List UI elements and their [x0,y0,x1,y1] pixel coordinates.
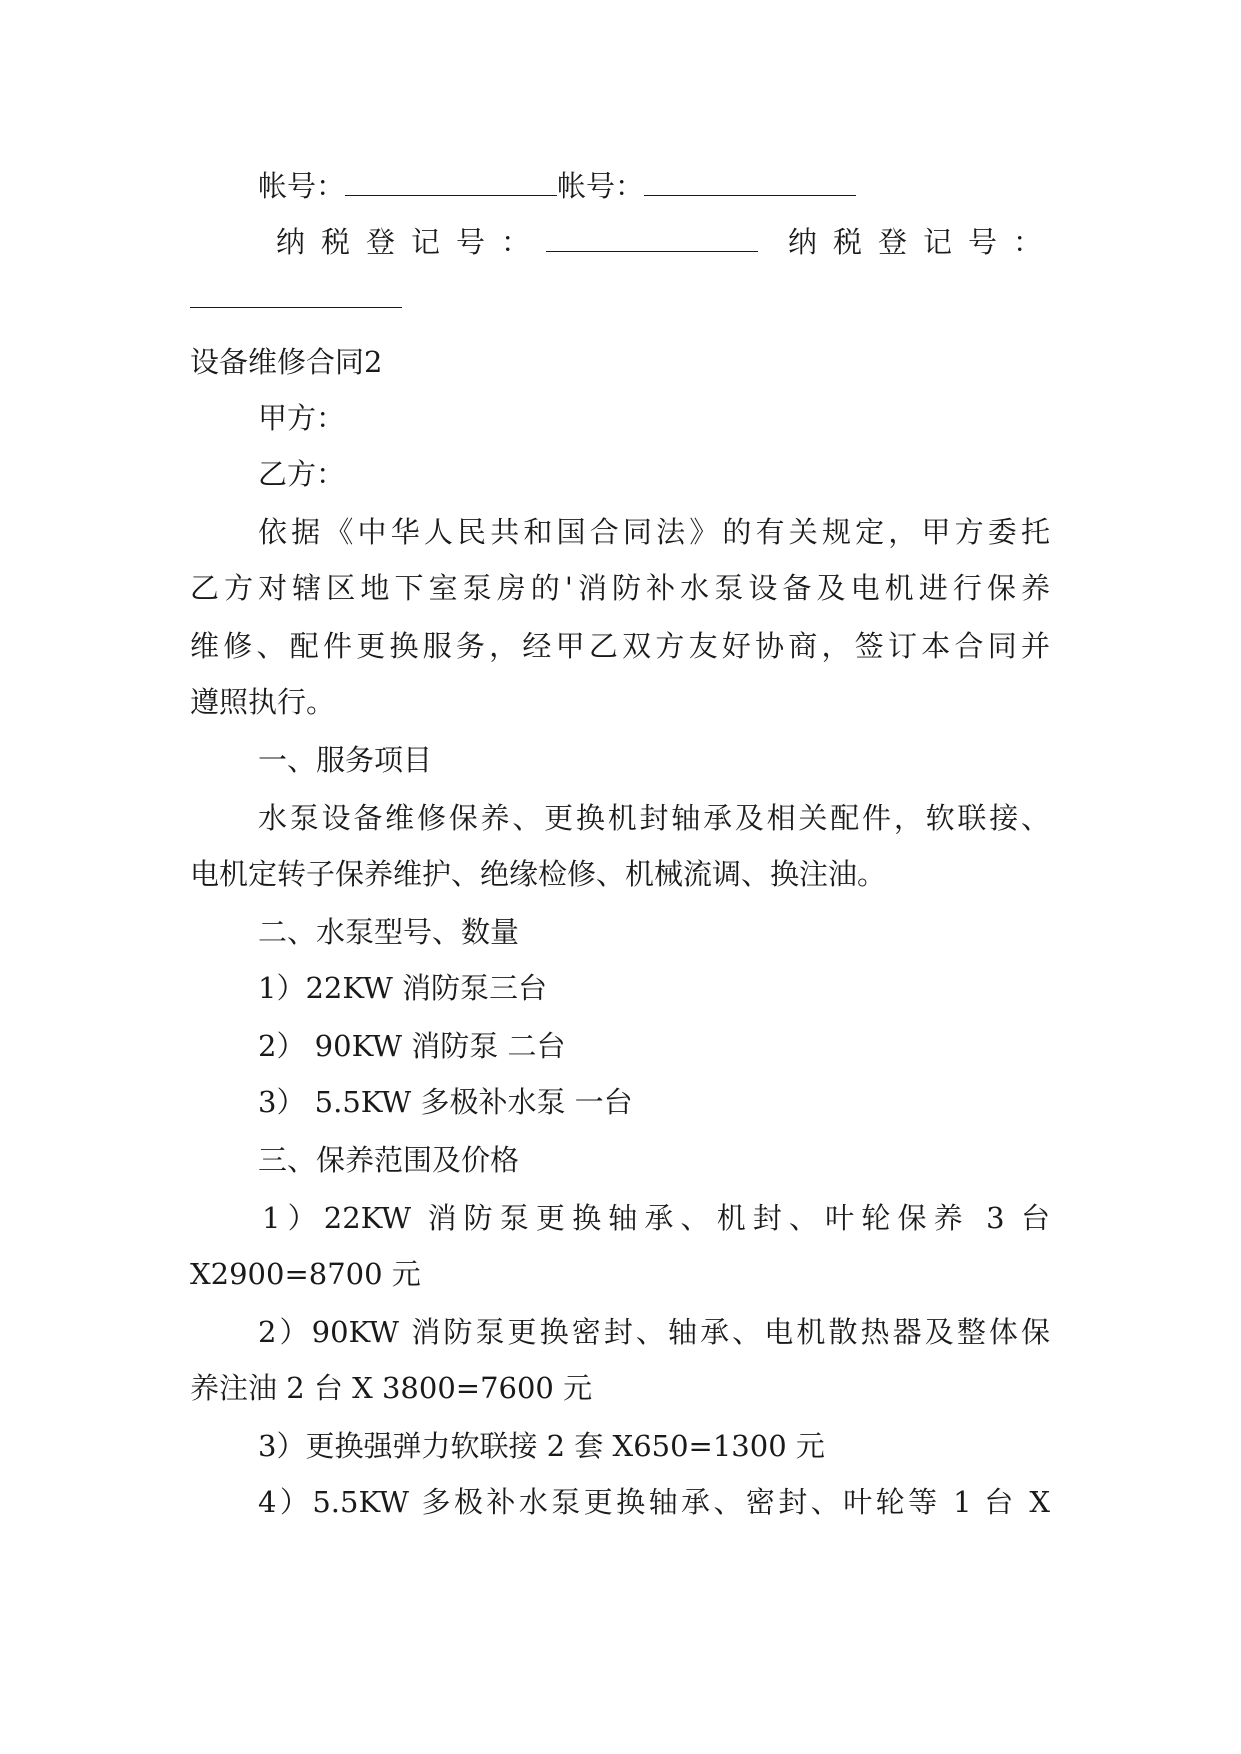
intro-line-2: 乙方对辖区地下室泵房的'消防补水泵设备及电机进行保养 [190,571,1050,605]
document-title: 设备维修合同2 [190,345,383,379]
section3-item3: 3）更换强弹力软联接 2 套 X650=1300 元 [258,1429,825,1463]
account-blank-b [644,171,856,196]
intro-line-3: 维修、配件更换服务，经甲乙双方友好协商，签订本合同并 [190,629,1050,663]
section3-item4-line1: 4）5.5KW 多极补水泵更换轴承、密封、叶轮等 1 台 X [258,1485,1050,1519]
tax-label-a: 纳税登记号： [276,225,547,259]
tax-label-b: 纳税登记号： [788,225,1059,259]
section2-heading: 二、水泵型号、数量 [258,915,520,949]
section1-line-1: 水泵设备维修保养、更换机封轴承及相关配件，软联接、 [258,801,1050,835]
account-row [258,166,1050,206]
intro-line-1: 依据《中华人民共和国合同法》的有关规定，甲方委托 [258,515,1050,549]
party-b-label: 乙方： [258,457,346,491]
section3-item2-line2: 养注油 2 台 X 3800=7600 元 [190,1371,593,1405]
section3-item1-line1: 1）22KW 消防泵更换轴承、机封、叶轮保养 3 台 [262,1201,1050,1235]
account-label-a: 帐号： [258,169,346,203]
account-label-b: 帐号： [557,169,645,203]
tax-blank-row [190,278,1050,318]
tax-blank-b [190,283,402,308]
section2-item-1: 1）22KW 消防泵三台 [258,971,548,1005]
account-blank-a [345,171,557,196]
section3-item1-line2: X2900=8700 元 [190,1257,421,1291]
party-a-label: 甲方： [258,401,346,435]
section1-heading: 一、服务项目 [258,743,433,777]
tax-blank-a [546,227,758,252]
section2-item-2: 2） 90KW 消防泵 二台 [258,1029,566,1063]
section3-item2-line1: 2）90KW 消防泵更换密封、轴承、电机散热器及整体保 [258,1315,1050,1349]
intro-line-4: 遵照执行。 [190,685,336,719]
tax-row [276,222,1059,262]
section2-item-3: 3） 5.5KW 多极补水泵 一台 [258,1085,633,1119]
section1-line-2: 电机定转子保养维护、绝缘检修、机械流调、换注油。 [190,857,887,891]
section3-heading: 三、保养范围及价格 [258,1143,520,1177]
